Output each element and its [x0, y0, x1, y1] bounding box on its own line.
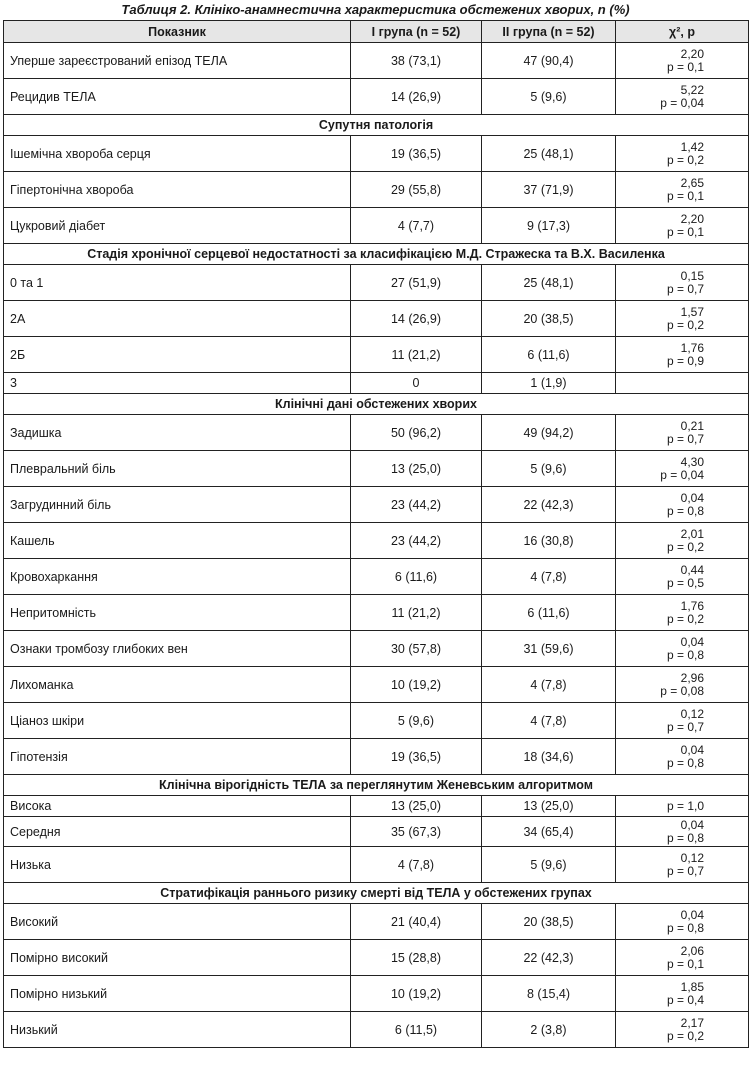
group2-value: 20 (38,5) [482, 301, 616, 337]
row-label: Кашель [4, 523, 351, 559]
chi-square-value: 1,85 [680, 979, 704, 994]
group2-value: 5 (9,6) [482, 847, 616, 883]
table-row [4, 739, 749, 775]
p-value: p = 0,4 [666, 992, 704, 1007]
group1-value: 11 (21,2) [351, 337, 482, 373]
row-label: Плевральний біль [4, 451, 351, 487]
group2-value: 9 (17,3) [482, 208, 616, 244]
row-label: Рецидив ТЕЛА [4, 79, 351, 115]
group2-value: 6 (11,6) [482, 337, 616, 373]
table-row [4, 796, 749, 817]
row-label: Кровохаркання [4, 559, 351, 595]
section-row [4, 244, 749, 265]
chi-square-value: 1,57 [680, 304, 704, 319]
group1-value: 10 (19,2) [351, 667, 482, 703]
group1-value: 5 (9,6) [351, 703, 482, 739]
row-label: 2Б [4, 337, 351, 373]
group1-value: 23 (44,2) [351, 523, 482, 559]
chi-square-value: 1,76 [680, 598, 704, 613]
p-value: p = 0,2 [666, 152, 704, 167]
chi-square-value: 2,20 [680, 211, 704, 226]
group2-value: 8 (15,4) [482, 976, 616, 1012]
group1-value: 0 [351, 373, 482, 394]
group2-value: 22 (42,3) [482, 487, 616, 523]
group2-value: 2 (3,8) [482, 1012, 616, 1048]
table-row [4, 940, 749, 976]
row-label: Середня [4, 817, 351, 847]
chi-square-value: 1,42 [680, 139, 704, 154]
group1-value: 6 (11,6) [351, 559, 482, 595]
row-label: Ціаноз шкіри [4, 703, 351, 739]
group2-value: 49 (94,2) [482, 415, 616, 451]
table-row [4, 817, 749, 847]
stat-cell [616, 667, 749, 703]
row-label: 3 [4, 373, 351, 394]
p-value: p = 0,7 [666, 281, 704, 296]
group1-value: 10 (19,2) [351, 976, 482, 1012]
table-row [4, 595, 749, 631]
group1-value: 13 (25,0) [351, 451, 482, 487]
row-label: 0 та 1 [4, 265, 351, 301]
row-label: Ішемічна хвороба серця [4, 136, 351, 172]
p-value: p = 0,8 [666, 503, 704, 518]
row-label: Лихоманка [4, 667, 351, 703]
chi-square-value: 0,04 [680, 490, 704, 505]
table-row [4, 373, 749, 394]
group1-value: 4 (7,8) [351, 847, 482, 883]
group2-value: 6 (11,6) [482, 595, 616, 631]
table-row [4, 1012, 749, 1048]
p-value: p = 0,8 [666, 920, 704, 935]
chi-square-value: 2,96 [680, 670, 704, 685]
section-title: Стратифікація раннього ризику смерті від ТЕЛА у обстежених групах [4, 883, 749, 904]
stat-cell [616, 301, 749, 337]
chi-square-value: 1,76 [680, 340, 704, 355]
table-row [4, 301, 749, 337]
p-value: p = 0,1 [666, 188, 704, 203]
group1-value: 38 (73,1) [351, 43, 482, 79]
row-label: Низький [4, 1012, 351, 1048]
chi-square-value: 0,04 [680, 907, 704, 922]
stat-cell [616, 79, 749, 115]
group1-value: 14 (26,9) [351, 79, 482, 115]
group2-value: 18 (34,6) [482, 739, 616, 775]
table-row [4, 703, 749, 739]
group2-value: 5 (9,6) [482, 451, 616, 487]
group2-value: 25 (48,1) [482, 136, 616, 172]
header-indicator: Показник [4, 21, 351, 43]
section-row [4, 394, 749, 415]
group1-value: 23 (44,2) [351, 487, 482, 523]
row-label: Цукровий діабет [4, 208, 351, 244]
table-row [4, 976, 749, 1012]
table-row [4, 559, 749, 595]
group1-value: 13 (25,0) [351, 796, 482, 817]
group2-value: 22 (42,3) [482, 940, 616, 976]
p-value: p = 1,0 [666, 798, 704, 813]
p-value: p = 0,9 [666, 353, 704, 368]
group1-value: 30 (57,8) [351, 631, 482, 667]
p-value: p = 0,8 [666, 755, 704, 770]
stat-cell [616, 595, 749, 631]
header-group1: І група (n = 52) [351, 21, 482, 43]
table-row [4, 43, 749, 79]
group1-value: 4 (7,7) [351, 208, 482, 244]
group1-value: 6 (11,5) [351, 1012, 482, 1048]
stat-cell [616, 940, 749, 976]
stat-cell [616, 904, 749, 940]
p-value: p = 0,2 [666, 611, 704, 626]
group1-value: 19 (36,5) [351, 739, 482, 775]
group2-value: 13 (25,0) [482, 796, 616, 817]
stat-cell [616, 265, 749, 301]
p-value: p = 0,8 [666, 647, 704, 662]
table-row [4, 172, 749, 208]
chi-square-value: 2,65 [680, 175, 704, 190]
chi-square-value: 0,44 [680, 562, 704, 577]
header-group2: ІІ група (n = 52) [482, 21, 616, 43]
group1-value: 15 (28,8) [351, 940, 482, 976]
chi-square-value: 2,06 [680, 943, 704, 958]
stat-cell [616, 172, 749, 208]
row-label: Ознаки тромбозу глибоких вен [4, 631, 351, 667]
p-value: p = 0,1 [666, 224, 704, 239]
row-label: Уперше зареєстрований епізод ТЕЛА [4, 43, 351, 79]
row-label: Висока [4, 796, 351, 817]
p-value: p = 0,7 [666, 431, 704, 446]
table-row [4, 337, 749, 373]
group2-value: 34 (65,4) [482, 817, 616, 847]
p-value: p = 0,5 [666, 575, 704, 590]
section-row [4, 775, 749, 796]
stat-cell [616, 1012, 749, 1048]
stat-cell [616, 739, 749, 775]
stat-cell [616, 817, 749, 847]
group1-value: 50 (96,2) [351, 415, 482, 451]
table-row [4, 136, 749, 172]
row-label: Високий [4, 904, 351, 940]
chi-square-value: 0,21 [680, 418, 704, 433]
group2-value: 4 (7,8) [482, 559, 616, 595]
group2-value: 25 (48,1) [482, 265, 616, 301]
table-row [4, 523, 749, 559]
row-label: Непритомність [4, 595, 351, 631]
group2-value: 1 (1,9) [482, 373, 616, 394]
group1-value: 35 (67,3) [351, 817, 482, 847]
group2-value: 31 (59,6) [482, 631, 616, 667]
row-label: Задишка [4, 415, 351, 451]
group1-value: 19 (36,5) [351, 136, 482, 172]
p-value: p = 0,08 [660, 683, 704, 698]
group2-value: 4 (7,8) [482, 703, 616, 739]
row-label: Низька [4, 847, 351, 883]
characteristics-table [3, 20, 749, 1048]
stat-cell [616, 631, 749, 667]
section-row [4, 115, 749, 136]
group2-value: 4 (7,8) [482, 667, 616, 703]
group2-value: 20 (38,5) [482, 904, 616, 940]
row-label: Гіпертонічна хвороба [4, 172, 351, 208]
p-value: p = 0,2 [666, 317, 704, 332]
group1-value: 29 (55,8) [351, 172, 482, 208]
chi-square-value: 0,12 [680, 706, 704, 721]
group2-value: 47 (90,4) [482, 43, 616, 79]
table-row [4, 79, 749, 115]
stat-cell [616, 373, 749, 394]
group1-value: 21 (40,4) [351, 904, 482, 940]
table-row [4, 847, 749, 883]
row-label: Загрудинний біль [4, 487, 351, 523]
p-value: p = 0,7 [666, 863, 704, 878]
stat-cell [616, 847, 749, 883]
stat-cell [616, 415, 749, 451]
group1-value: 11 (21,2) [351, 595, 482, 631]
stat-cell [616, 451, 749, 487]
p-value: p = 0,7 [666, 719, 704, 734]
stat-cell [616, 43, 749, 79]
p-value: p = 0,04 [660, 467, 704, 482]
stat-cell [616, 976, 749, 1012]
group2-value: 5 (9,6) [482, 79, 616, 115]
section-title: Стадія хронічної серцевої недостатності за класифікацією М.Д. Стражеска та В.Х. Василенка [4, 244, 749, 265]
row-label: Гіпотензія [4, 739, 351, 775]
p-value: p = 0,2 [666, 539, 704, 554]
chi-square-value: 0,12 [680, 850, 704, 865]
stat-cell [616, 523, 749, 559]
table-row [4, 265, 749, 301]
chi-square-value: 2,01 [680, 526, 704, 541]
table-row [4, 487, 749, 523]
header-row [4, 21, 749, 43]
row-label: 2А [4, 301, 351, 337]
group1-value: 27 (51,9) [351, 265, 482, 301]
table-row [4, 631, 749, 667]
table-row [4, 415, 749, 451]
table-row [4, 667, 749, 703]
table-body [4, 43, 749, 1048]
section-title: Клінічна вірогідність ТЕЛА за переглянутим Женевським алгоритмом [4, 775, 749, 796]
p-value: p = 0,1 [666, 956, 704, 971]
table-caption: Таблиця 2. Клініко-анамнестична характеристика обстежених хворих, n (%) [121, 2, 630, 17]
stat-cell [616, 208, 749, 244]
stat-cell [616, 487, 749, 523]
section-title: Супутня патологія [4, 115, 749, 136]
stat-cell [616, 136, 749, 172]
stat-cell [616, 559, 749, 595]
chi-square-value: 0,04 [680, 742, 704, 757]
group2-value: 16 (30,8) [482, 523, 616, 559]
chi-square-value: 2,20 [680, 46, 704, 61]
chi-square-value: 0,04 [680, 817, 704, 832]
p-value: p = 0,1 [666, 59, 704, 74]
p-value: p = 0,8 [666, 830, 704, 845]
row-label: Помірно високий [4, 940, 351, 976]
stat-cell [616, 796, 749, 817]
p-value: p = 0,2 [666, 1028, 704, 1043]
p-value: p = 0,04 [660, 95, 704, 110]
group2-value: 37 (71,9) [482, 172, 616, 208]
chi-square-value: 0,04 [680, 634, 704, 649]
section-row [4, 883, 749, 904]
stat-cell [616, 337, 749, 373]
group1-value: 14 (26,9) [351, 301, 482, 337]
table-row [4, 208, 749, 244]
chi-square-value: 0,15 [680, 268, 704, 283]
table-row [4, 904, 749, 940]
stat-cell [616, 703, 749, 739]
header-stat: χ², p [616, 21, 749, 43]
chi-square-value: 2,17 [680, 1015, 704, 1030]
table-row [4, 451, 749, 487]
row-label: Помірно низький [4, 976, 351, 1012]
chi-square-value: 4,30 [680, 454, 704, 469]
section-title: Клінічні дані обстежених хворих [4, 394, 749, 415]
chi-square-value: 5,22 [680, 82, 704, 97]
